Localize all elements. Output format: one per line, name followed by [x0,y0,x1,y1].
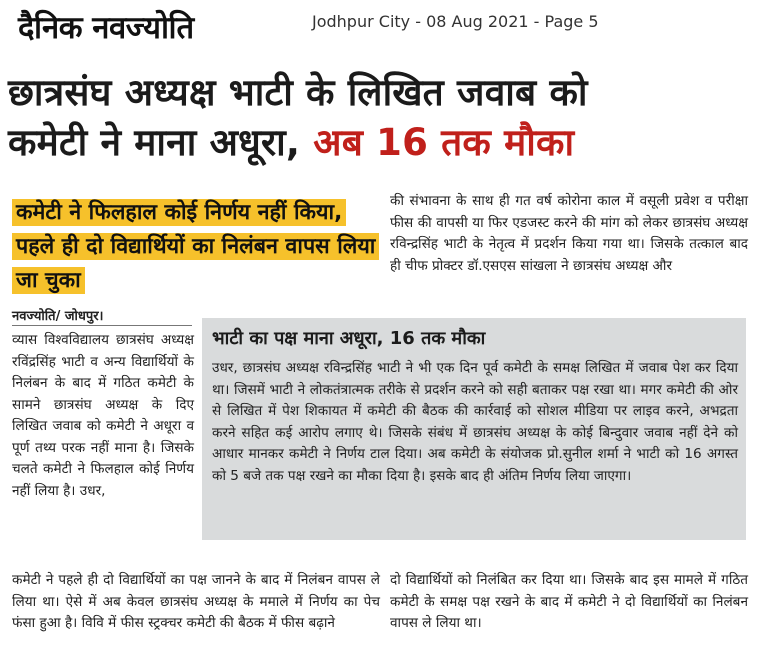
headline-line-2-red: अब 16 तक मौका [313,121,575,164]
dateline: नवज्योति/ जोधपुर। [12,309,104,324]
headline-line-2 [8,118,588,168]
headline-line-1: छात्रसंघ अध्यक्ष भाटी के लिखित जवाब को [8,71,588,114]
bottom-left-column-text: कमेटी ने पहले ही दो विद्यार्थियों का पक्ष जानने के बाद में निलंबन वापस ले लिया था। ऐसे में अब केवल छात्रसंघ अध्यक्ष के ममाले में निर्णय का पेच फंसा हुआ है। विवि में फीस स्ट्रक्चर कमेटी की बैठक में फीस बढ़ाने [12,572,380,631]
newspaper-masthead: दैनिक नवज्योति [18,10,194,46]
headline-line-2-black: कमेटी ने माना अधूरा, [8,121,301,164]
bottom-right-column-text: दो विद्यार्थियों को निलंबित कर दिया था। जिसके बाद इस मामले में गठित कमेटी के समक्ष पक्ष रखने के बाद में कमेटी ने दो विद्यार्थियों का निलंबन वापस ले लिया था। [390,572,748,631]
subheadline [12,196,380,298]
left-column-text: व्यास विश्वविद्यालय छात्रसंघ अध्यक्ष रविंद्रसिंह भाटी व अन्य विद्यार्थियों के निलंबन के बाद में गठित कमेटी के सामने छात्रसंघ अध्यक्ष के दिए लिखित जवाब को कमेटी ने अधूरा व पूर्ण तथ्य परक नहीं माना है। जिसके चलते कमेटी ने फिलहाल कोई निर्णय नहीं लिया है। उधर, [12,332,194,499]
dateline-divider [12,325,192,326]
subheadline-text: कमेटी ने फिलहाल कोई निर्णय नहीं किया, पहले ही दो विद्यार्थियों का निलंबन वापस लिया जा चुका [12,199,379,294]
edition-info: Jodhpur City - 08 Aug 2021 - Page 5 [312,12,599,31]
box-text: उधर, छात्रसंघ अध्यक्ष रविन्द्रसिंह भाटी ने भी एक दिन पूर्व कमेटी के समक्ष लिखित में जवाब पेश कर दिया था। जिसमें भाटी ने लोकतंत्रात्मक तरीके से प्रदर्शन करने को सही बताकर पक्ष रखा था। मगर कमेटी की ओर से लिखित में पेश शिकायत में कमेटी की बैठक की कार्रवाई को सोशल मीडिया पर लाइव करने, अभद्रता करने सहित कई आरोप लगाए थे। जिसके संबंध में छात्रसंघ अध्यक्ष के कोई बिन्दुवार जवाब नहीं देने को आधार मानकर कमेटी ने निर्णय टाल दिया। अब कमेटी के संयोजक प्रो.सुनील शर्मा ने भाटी को 16 अगस्त को 5 बजे तक पक्ष रखने का मौका दिया है। इसके बाद ही अंतिम निर्णय लिया जाएगा। [212,360,738,484]
headline [8,68,588,168]
box-title: भाटी का पक्ष माना अधूरा, 16 तक मौका [212,328,486,349]
right-top-column-text: की संभावना के साथ ही गत वर्ष कोरोना काल में वसूली प्रवेश व परीक्षा फीस की वापसी या फिर एडजस्ट करने की मांग को लेकर छात्रसंघ अध्यक्ष रविन्द्रसिंह भाटी के नेतृत्व में प्रदर्शन किया गया था। जिसके तत्काल बाद ही चीफ प्रोक्टर डॉ.एसएस सांखला ने छात्रसंघ अध्यक्ष और [390,193,748,274]
